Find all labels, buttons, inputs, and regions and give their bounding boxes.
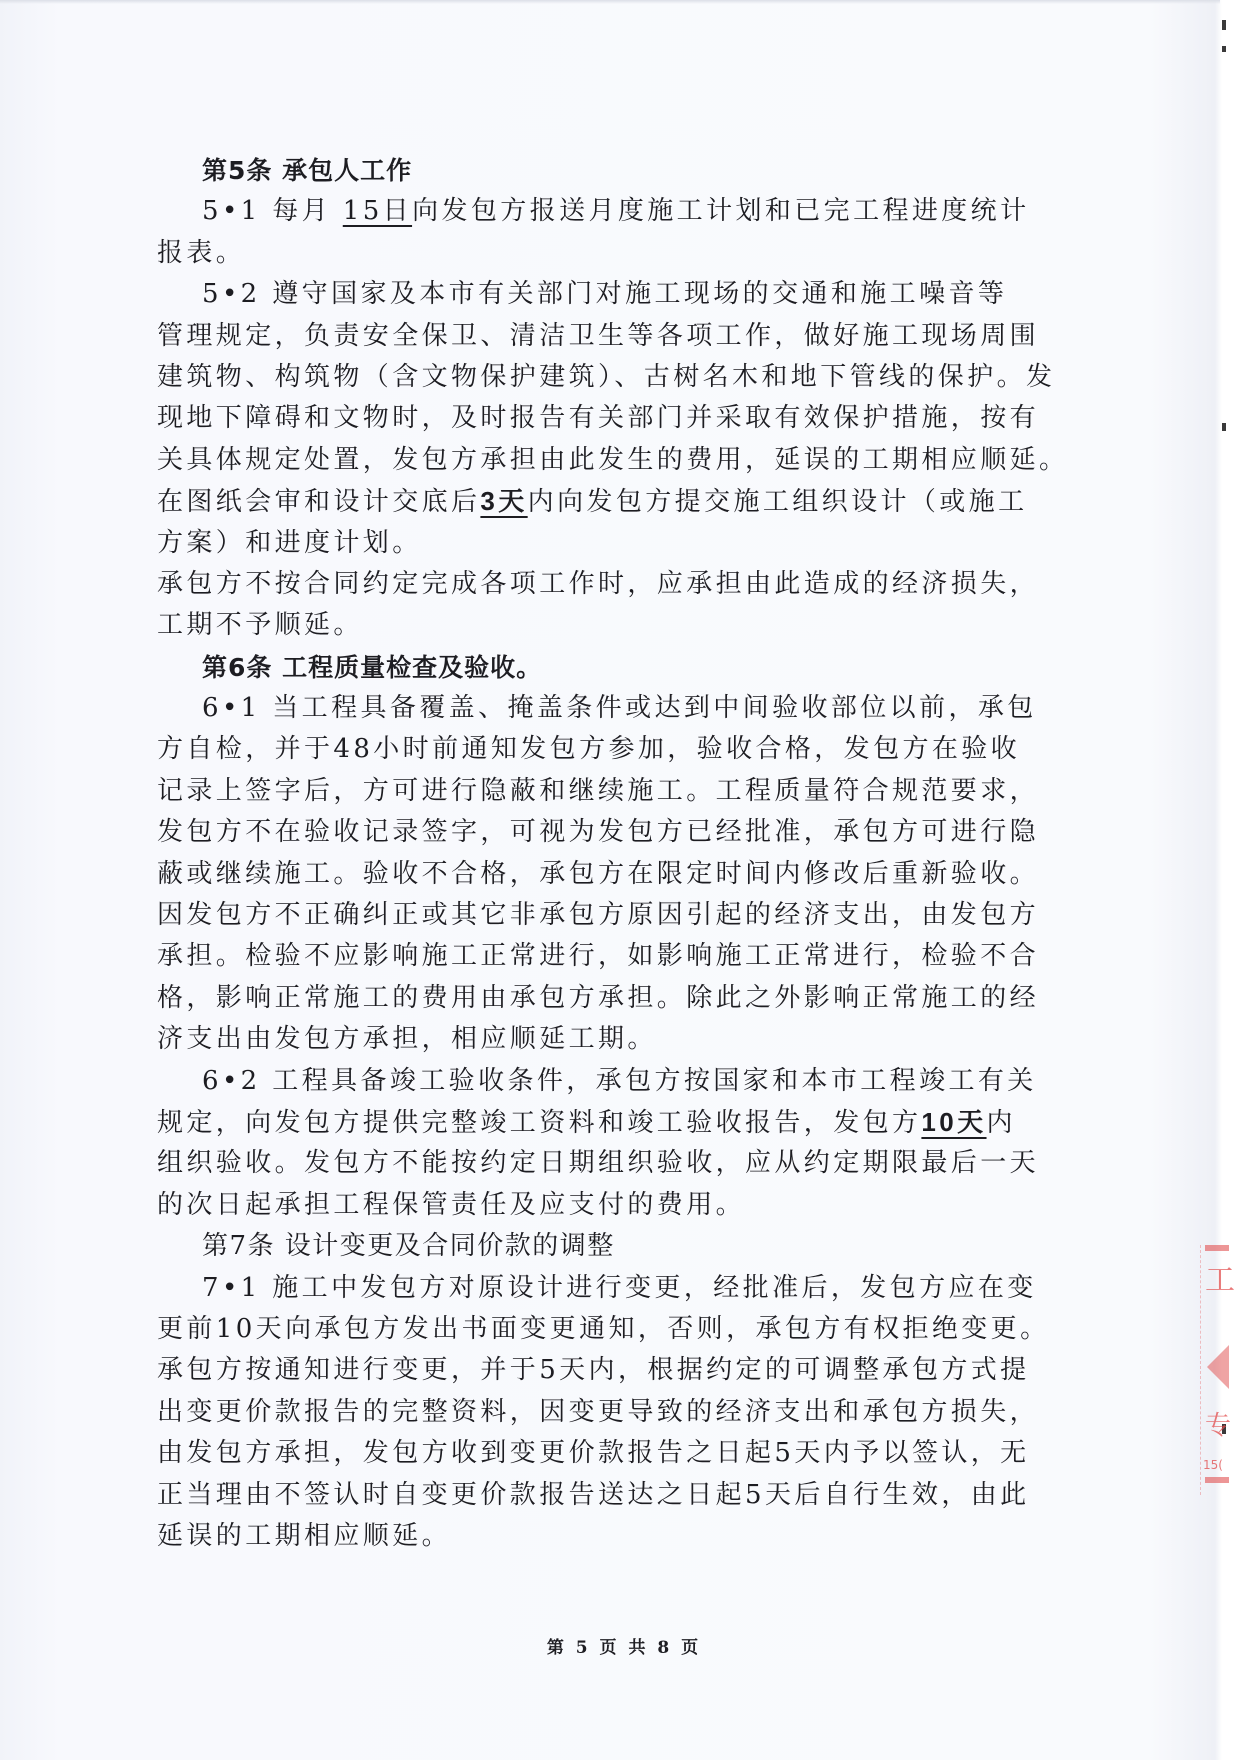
stamp-bar [1205,1477,1229,1483]
clause-6-1-line: 记录上签字后，方可进行隐蔽和继续施工。工程质量符合规范要求， [157,775,1040,806]
clause-7-1-line: 由发包方承担，发包方收到变更价款报告之日起5天内予以签认，无 [157,1438,1030,1469]
article-5-heading: 第5条 承包人工作 [202,156,413,185]
clause-6-1-line: 6•1 当工程具备覆盖、掩盖条件或达到中间验收部位以前，承包 [202,693,1037,724]
clause-6-2-line: 组织验收。发包方不能按约定日期组织验收，应从约定期限最后一天 [157,1148,1040,1179]
document-body [157,150,1069,1557]
clause-5-1-date-field: 15日 [342,196,413,227]
clause-6-2-line: 6•2 工程具备竣工验收条件，承包方按国家和本市工程竣工有关 [202,1065,1037,1096]
clause-7-1-line: 出变更价款报告的完整资料，因变更导致的经济支出和承包方损失， [157,1396,1040,1427]
clause-5-2-line [157,481,1037,522]
clause-5-3-line: 工期不予顺延。 [157,610,363,641]
article-7-heading: 第7条 设计变更及合同价款的调整 [202,1231,615,1262]
clause-6-2-text: 规定，向发包方提供完整竣工资料和竣工验收报告，发包方 [157,1107,922,1138]
clause-5-2-line: 管理规定，负责安全保卫、清洁卫生等各项工作，做好施工现场周围 [157,320,1040,351]
clause-5-2-days-field: 3天 [480,486,528,517]
clause-5-2-line: 现地下障碍和文物时，及时报告有关部门并采取有效保护措施，按有 [157,403,1040,434]
scan-edge-mark [1222,46,1226,52]
clause-5-3-line: 承包方不按合同约定完成各项工作时，应承担由此造成的经济损失， [157,568,1040,599]
clause-6-2-line: 的次日起承担工程保管责任及应支付的费用。 [157,1189,746,1220]
clause-7-1-line: 承包方按通知进行变更，并于5天内，根据约定的可调整承包方式提 [157,1355,1030,1386]
stamp-shape [1207,1345,1229,1389]
scan-edge-mark [1222,20,1226,30]
clause-5-2-line: 方案）和进度计划。 [157,527,422,558]
clause-5-2-line: 5•2 遵守国家及本市有关部门对施工现场的交通和施工噪音等 [202,279,1008,310]
clause-5-2-text: 内向发包方提交施工组织设计（或施工 [527,487,1028,518]
clause-5-2-line: 关具体规定处置，发包方承担由此发生的费用，延误的工期相应顺延。 [157,444,1069,475]
clause-7-1-line: 更前10天向承包方发出书面变更通知，否则，承包方有权拒绝变更。 [157,1313,1050,1344]
clause-6-1-line: 格，影响正常施工的费用由承包方承担。除此之外影响正常施工的经 [157,982,1040,1013]
clause-6-1-line: 方自检，并于48小时前通知发包方参加，验收合格，发包方在验收 [157,734,1021,765]
stamp-number: 15( [1203,1458,1223,1472]
clause-6-1-line: 济支出由发包方承担，相应顺延工期。 [157,1024,657,1055]
page-number-footer: 第 5 页 共 8 页 [546,1638,702,1658]
clause-6-1-line: 承担。检验不应影响施工正常进行，如影响施工正常进行，检验不合 [157,941,1040,972]
clause-7-1-line: 延误的工期相应顺延。 [157,1520,452,1551]
clause-5-2-text: 在图纸会审和设计交底后 [157,487,481,518]
clause-6-1-line: 蔽或继续施工。验收不合格，承包方在限定时间内修改后重新验收。 [157,858,1040,889]
clause-5-1-prefix: 5•1 每月 [202,196,332,227]
stamp-glyph: 专 [1205,1411,1232,1441]
clause-7-1-line: 正当理由不签认时自变更价款报告送达之日起5天后自行生效，由此 [157,1479,1030,1510]
clause-6-2-days-field: 10天 [921,1106,987,1137]
clause-6-1-line: 因发包方不正确纠正或其它非承包方原因引起的经济支出，由发包方 [157,900,1040,931]
article-6-heading: 第6条 工程质量检查及验收。 [202,652,543,682]
page-top-edge [0,0,1220,4]
clause-7-1-line: 7•1 施工中发包方对原设计进行变更，经批准后，发包方应在变 [202,1272,1037,1303]
clause-5-2-line: 建筑物、构筑物（含文物保护建筑）、古树名木和地下管线的保护。发 [157,361,1056,392]
scan-edge-mark [1222,423,1226,431]
red-seal-stamp-fragment [1200,1245,1241,1495]
clause-6-1-line: 发包方不在验收记录签字，可视为发包方已经批准，承包方可进行隐 [157,817,1040,848]
clause-6-2-text: 内 [986,1107,1016,1138]
stamp-glyph: 工 [1205,1263,1235,1298]
clause-5-1-line [157,191,1037,232]
clause-6-2-line [157,1102,1037,1143]
clause-5-1-text: 向发包方报送月度施工计划和已完工程进度统计 [412,196,1030,227]
stamp-bar [1205,1245,1229,1251]
clause-5-1-line: 报表。 [157,237,246,268]
